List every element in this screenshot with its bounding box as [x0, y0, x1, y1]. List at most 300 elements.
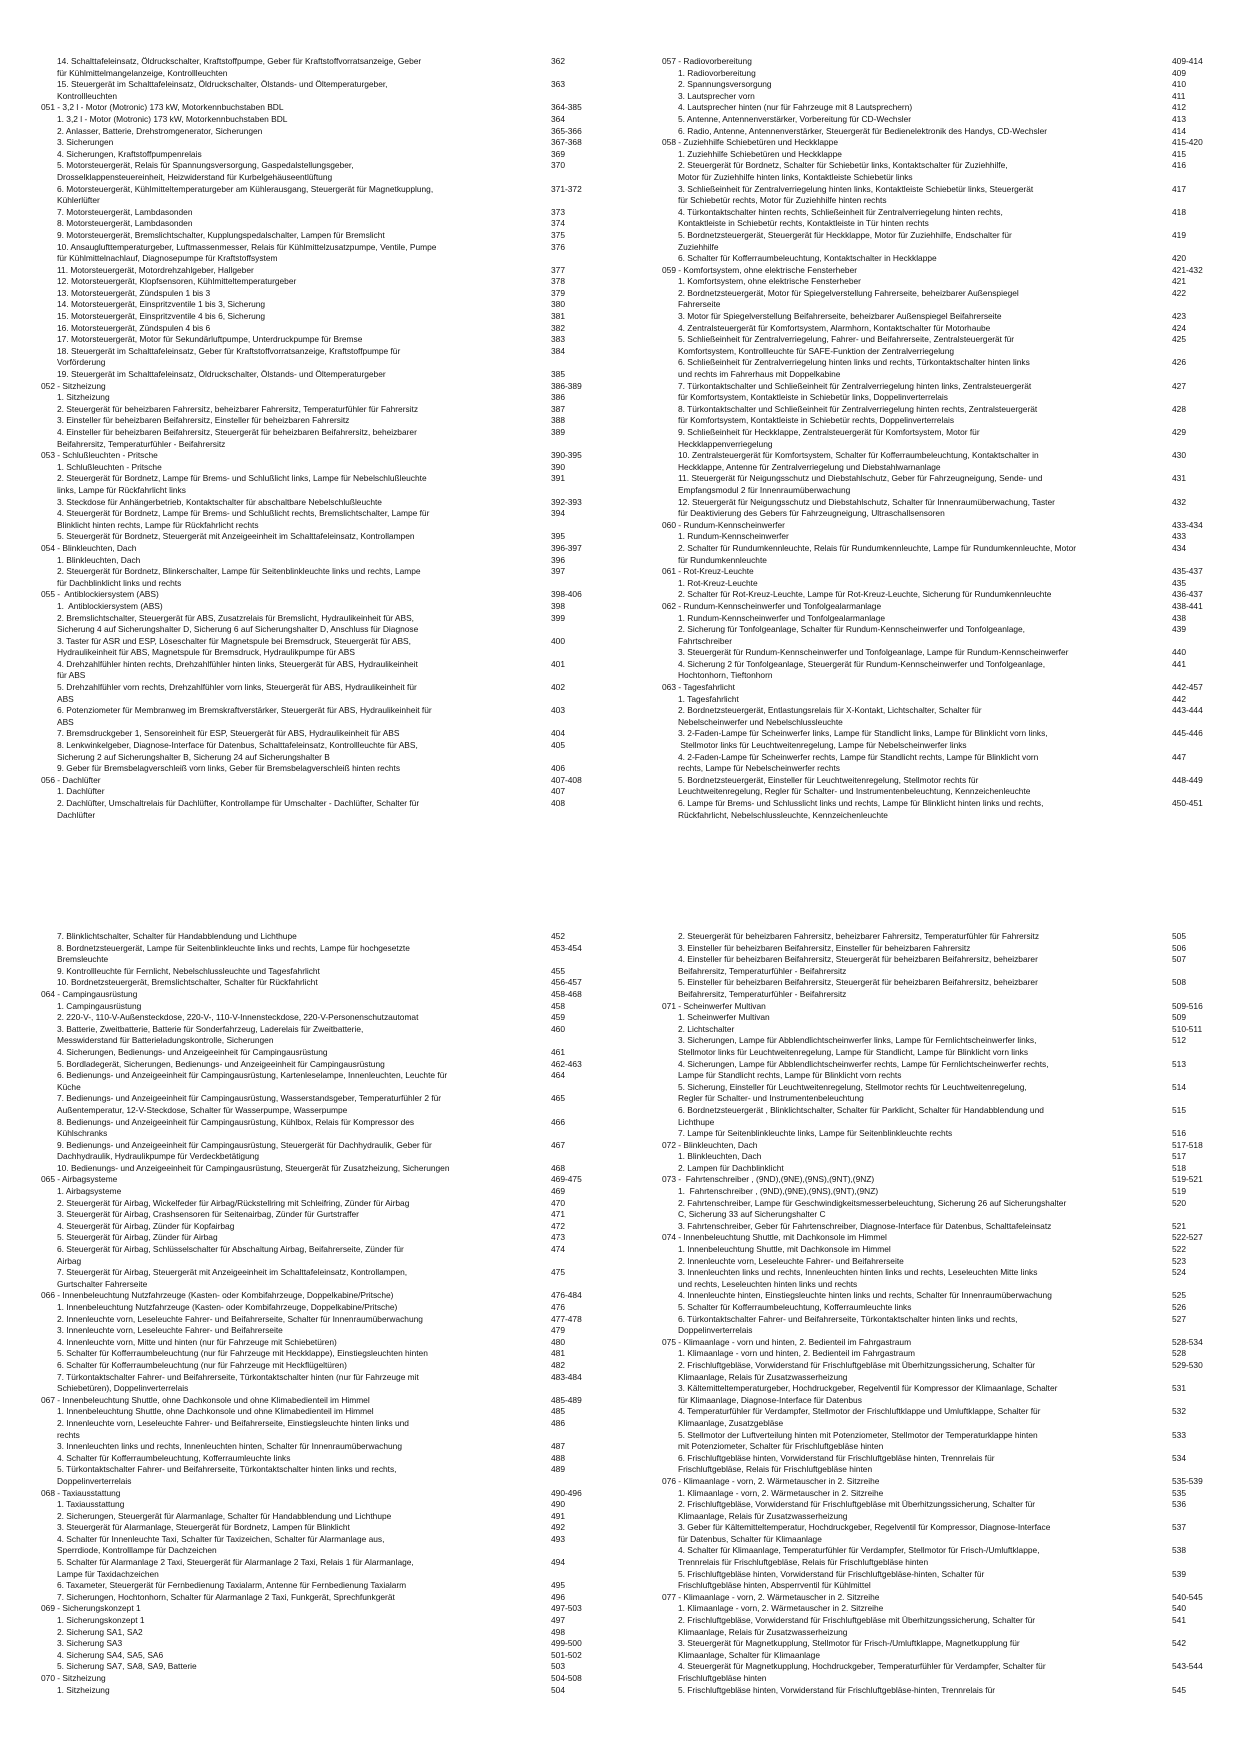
- toc-entry-title: 4. Einsteller für beheizbaren Beifahrersitz, Steuergerät für beheizbaren Beifahrersitz, beheizbarer Beifahrersitz, Temperaturfühler - Beifahrersitz: [678, 954, 1038, 976]
- toc-page-number: 522-527: [1172, 1232, 1203, 1243]
- toc-page-number: 498: [551, 1626, 565, 1637]
- toc-entry-title: 053 - Schlußleuchten - Pritsche: [41, 450, 158, 461]
- toc-entry-title: 5. Frischluftgebläse hinten, Vorwiderstand für Frischluftgebläse-hinten, Trennrelais für: [678, 1684, 996, 1695]
- toc-page-number: 433-434: [1172, 519, 1203, 530]
- toc-entry-row: [662, 450, 1240, 473]
- toc-entry-row: [41, 1557, 621, 1580]
- toc-entry-row: [41, 1685, 621, 1697]
- toc-page-number: 402: [551, 682, 565, 693]
- toc-page-number: 462-463: [551, 1058, 582, 1069]
- toc-entry-title: 18. Steuergerät im Schalttafeleinsatz, Geber für Kraftstoffvorratsanzeige, Kraftstoffpumpe für Vorförderung: [57, 345, 401, 368]
- toc-entry-title: 1. Sicherungskonzept 1: [57, 1615, 145, 1626]
- toc-page-number: 488: [551, 1452, 565, 1463]
- toc-page-number: 418: [1172, 206, 1186, 217]
- toc-entry-row: [662, 728, 1240, 751]
- toc-page-number: 482: [551, 1359, 565, 1370]
- toc-entry-title: 064 - Campingausrüstung: [41, 988, 138, 999]
- toc-page-number: 394: [551, 508, 565, 519]
- toc-entry-title: 051 - 3,2 l - Motor (Motronic) 173 kW, Motorkennbuchstaben BDL: [41, 102, 284, 113]
- toc-page-number: 395: [551, 531, 565, 542]
- toc-entry-row: [662, 114, 1240, 126]
- toc-page-number: 516: [1172, 1128, 1186, 1139]
- toc-section-row: [41, 1290, 621, 1302]
- toc-page-number: 414: [1172, 125, 1186, 136]
- toc-page-number: 521: [1172, 1220, 1186, 1231]
- toc-entry-title: 3. Innenleuchte vorn, Leseleuchte Fahrer- und Beifahrerseite: [57, 1325, 283, 1336]
- toc-page-number: 517-518: [1172, 1139, 1203, 1150]
- toc-section-row: [662, 1592, 1240, 1604]
- toc-entry-title: 4. Sicherungen, Bedienungs- und Anzeigeeinheit für Campingausrüstung: [57, 1046, 328, 1057]
- toc-entry-title: 2. Dachlüfter, Umschaltrelais für Dachlüfter, Kontrollampe für Umschalter - Dachlüfter, Schalter für Dachlüfter: [57, 798, 420, 820]
- toc-page-number: 485: [551, 1406, 565, 1417]
- toc-entry-title: 6. Motorsteuergerät, Kühlmitteltemperaturgeber am Kühlerausgang, Steuergerät für Magnetkupplung, Kühlerlüfter: [57, 183, 434, 206]
- toc-entry-row: [662, 1198, 1240, 1221]
- toc-page-number: 429: [1172, 427, 1186, 437]
- toc-entry-row: [41, 149, 621, 161]
- toc-entry-title: 5. Sicherung, Einsteller für Leuchtweitenregelung, Stellmotor rechts für Leuchtweitenregelung, Regler für Schalter- und Instrumentenbeleuchtung: [678, 1081, 1027, 1104]
- toc-page-number: 464: [551, 1070, 565, 1081]
- toc-entry-row: [41, 1070, 621, 1093]
- toc-page-number: 443-444: [1172, 705, 1203, 716]
- toc-entry-row: [41, 659, 621, 682]
- toc-entry-title: 17. Motorsteuergerät, Motor für Sekundärluftpumpe, Unterdruckpumpe für Bremse: [57, 334, 363, 345]
- toc-entry-title: 5. Bordnetzsteuergerät, Steuergerät für Heckklappe, Motor für Zuziehhilfe, Endschalter für Zuziehhilfe: [678, 229, 1012, 252]
- toc-entry-title: 057 - Radiovorbereitung: [662, 56, 752, 66]
- toc-entry-title: 6. Schalter für Kofferraumbeleuchtung, Kontaktschalter in Heckklappe: [678, 253, 937, 264]
- toc-page-number: 435-437: [1172, 566, 1203, 577]
- toc-entry-title: 1. Tagesfahrlicht: [678, 693, 739, 704]
- toc-entry-row: [41, 497, 621, 509]
- toc-entry-title: 065 - Airbagsysteme: [41, 1174, 118, 1185]
- toc-entry-title: 4. Einsteller für beheizbaren Beifahrersitz, Steuergerät für beheizbaren Beifahrersitz, beheizbarer Beifahrersitz, Temperaturfühler - Beifahrersitz: [57, 427, 417, 449]
- toc-entry-title: 072 - Blinkleuchten, Dach: [662, 1139, 758, 1150]
- toc-entry-title: 9. Geber für Bremsbelagverschleiß vorn links, Geber für Bremsbelagverschleiß hinten rechts: [57, 763, 401, 774]
- toc-page-number: 431: [1172, 473, 1186, 484]
- toc-page-number: 523: [1172, 1255, 1186, 1266]
- toc-entry-row: [41, 1372, 621, 1395]
- toc-entry-row: [662, 659, 1240, 682]
- toc-page-number: 541: [1172, 1615, 1186, 1626]
- toc-entry-title: 2. Sicherung für Tonfolgeanlage, Schalter für Rundum-Kennscheinwerfer und Tonfolgeanlage, Fahrtschreiber: [678, 624, 1026, 646]
- toc-entry-row: [662, 334, 1240, 357]
- toc-entry-title: 5. Türkontaktschalter Fahrer- und Beifahrerseite, Türkontaktschalter hinten links und rechts, Doppelinverterrelais: [57, 1464, 397, 1486]
- toc-entry-row: [662, 1522, 1240, 1545]
- toc-entry-title: 13. Motorsteuergerät, Zündspulen 1 bis 3: [57, 287, 211, 298]
- toc-entry-title: 4. Sicherungen, Kraftstoffpumpenrelais: [57, 148, 202, 159]
- toc-entry-row: [41, 740, 621, 763]
- toc-entry-row: [41, 1418, 621, 1441]
- toc-entry-row: [41, 1661, 621, 1673]
- toc-entry-row: [41, 763, 621, 775]
- toc-page-number: 468: [551, 1162, 565, 1173]
- toc-entry-title: 2. Bremslichtschalter, Steuergerät für ABS, Zusatzrelais für Bremslicht, Hydraulikeinheit für ABS, Sicherung 4 auf Sicherungshalter D, Sicherung 6 auf Sicherungshalter D, Anschluss für Diagnose: [57, 612, 419, 635]
- toc-entry-row: [41, 636, 621, 659]
- toc-entry-row: [662, 1082, 1240, 1105]
- toc-page-number: 506: [1172, 942, 1186, 953]
- toc-section-row: [41, 1673, 621, 1685]
- toc-entry-row: [662, 543, 1240, 566]
- toc-page-number: 387: [551, 403, 565, 414]
- toc-entry-title: 9. Kontrollleuchte für Fernlicht, Nebelschlussleuchte und Tagesfahrlicht: [57, 965, 320, 976]
- toc-page-number: 510-511: [1172, 1023, 1203, 1034]
- toc-entry-title: 3. Steuergerät für Rundum-Kennscheinwerfer und Tonfolgeanlage, Lampe für Rundum-Kennscheinwerfer: [678, 647, 1069, 658]
- toc-entry-row: [41, 137, 621, 149]
- toc-entry-row: [41, 1198, 621, 1210]
- toc-page-number: 455: [551, 965, 565, 976]
- toc-entry-row: [41, 1232, 621, 1244]
- toc-entry-row: [41, 1638, 621, 1650]
- toc-entry-title: 1. Komfortsystem, ohne elektrische Fensterheber: [678, 276, 861, 287]
- toc-page-number: 539: [1172, 1568, 1186, 1579]
- toc-page-number: 514: [1172, 1081, 1186, 1092]
- toc-entry-title: 8. Türkontaktschalter und Schließeinheit für Zentralverriegelung hinten rechts, Zentralsteuergerät für Komfortsystem, Kontaktleiste in Schiebetür rechts, Doppelinverterrelais: [678, 403, 1038, 426]
- toc-entry-row: [662, 1453, 1240, 1476]
- toc-page-number: 515: [1172, 1104, 1186, 1115]
- toc-entry-title: 2. Bordnetzsteuergerät, Motor für Spiegelverstellung Fahrerseite, beheizbarer Außenspiegel Fahrerseite: [678, 287, 1019, 310]
- toc-entry-row: [41, 369, 621, 381]
- toc-entry-title: 5. Schalter für Alarmanlage 2 Taxi, Steuergerät für Alarmanlage 2 Taxi, Relais 1 für Alarmanlage, Lampe für Taxidachzeichen: [57, 1557, 414, 1579]
- toc-entry-row: [662, 149, 1240, 161]
- toc-entry-title: 1. Taxiausstattung: [57, 1499, 125, 1510]
- toc-entry-title: 1. Klimaanlage - vorn, 2. Wärmetauscher in 2. Sitzreihe: [678, 1603, 884, 1614]
- toc-entry-row: [662, 1012, 1240, 1024]
- toc-page-number: 400: [551, 635, 565, 646]
- toc-entry-row: [662, 1348, 1240, 1360]
- toc-entry-row: [41, 508, 621, 531]
- toc-page-number: 433: [1172, 531, 1186, 542]
- toc-page-number: 427: [1172, 380, 1186, 391]
- toc-entry-row: [41, 230, 621, 242]
- toc-entry-row: [41, 601, 621, 613]
- toc-entry-title: 9. Bedienungs- und Anzeigeeinheit für Campingausrüstung, Steuergerät für Dachhydraulik, Geber für Dachhydraulik, Hydraulikpumpe für Verdeckbetätigung: [57, 1139, 432, 1162]
- toc-entry-title: 7. Lampe für Seitenblinkleuchte links, Lampe für Seitenblinkleuchte rechts: [678, 1128, 953, 1139]
- toc-page-number: 422: [1172, 287, 1186, 298]
- toc-entry-title: 071 - Scheinwerfer Multivan: [662, 1000, 766, 1011]
- toc-section-row: [662, 520, 1240, 532]
- toc-page-number: 518: [1172, 1162, 1186, 1173]
- toc-page-number: 471: [551, 1209, 565, 1220]
- toc-page-number: 419: [1172, 229, 1186, 240]
- toc-section-row: [662, 1001, 1240, 1013]
- toc-page-number: 398: [551, 600, 565, 611]
- toc-entry-title: 073 - Fahrtenschreiber , (9ND),(9NE),(9NS),(9NT),(9NZ): [662, 1174, 875, 1185]
- toc-entry-title: 14. Motorsteuergerät, Einspritzventile 1 bis 3, Sicherung: [57, 299, 266, 310]
- toc-section-row: [662, 601, 1240, 613]
- toc-entry-row: [662, 752, 1240, 775]
- toc-entry-row: [41, 1059, 621, 1071]
- toc-page-number: 535: [1172, 1487, 1186, 1498]
- toc-entry-title: 7. Sicherungen, Hochtonhorn, Schalter für Alarmanlage 2 Taxi, Funkgerät, Sprechfunkgerät: [57, 1591, 395, 1602]
- toc-page-number: 413: [1172, 113, 1186, 124]
- toc-entry-row: [41, 1012, 621, 1024]
- toc-page-number: 442-457: [1172, 682, 1203, 693]
- toc-entry-title: 5. Sicherung SA7, SA8, SA9, Batterie: [57, 1661, 197, 1672]
- toc-entry-row: [662, 1244, 1240, 1256]
- toc-page-number: 528: [1172, 1348, 1186, 1359]
- toc-entry-row: [662, 253, 1240, 265]
- toc-entry-row: [662, 1256, 1240, 1268]
- toc-page-number: 524: [1172, 1267, 1186, 1278]
- toc-entry-row: [41, 1140, 621, 1163]
- toc-page-number: 445-446: [1172, 728, 1203, 739]
- toc-section-row: [41, 1395, 621, 1407]
- toc-entry-row: [662, 1163, 1240, 1175]
- toc-entry-title: 1. Rot-Kreuz-Leuchte: [678, 577, 758, 588]
- toc-section-row: [41, 1174, 621, 1186]
- toc-entry-row: [662, 276, 1240, 288]
- toc-entry-row: [662, 1430, 1240, 1453]
- toc-entry-row: [662, 473, 1240, 496]
- toc-entry-row: [41, 114, 621, 126]
- toc-entry-title: 2. Steuergerät für beheizbaren Fahrersitz, beheizbarer Fahrersitz, Temperaturfühler für Fahrersitz: [57, 403, 419, 414]
- toc-page-number: 460: [551, 1023, 565, 1034]
- toc-entry-row: [662, 184, 1240, 207]
- toc-entry-title: 063 - Tagesfahrlicht: [662, 682, 735, 693]
- toc-entry-row: [41, 531, 621, 543]
- toc-entry-title: 5. Steuergerät für Bordnetz, Steuergerät mit Anzeigeeinheit im Schalttafeleinsatz, Kontrollampen: [57, 531, 415, 542]
- toc-page-number: 467: [551, 1139, 565, 1150]
- toc-entry-title: 3. Geber für Kältemitteltemperatur, Hochdruckgeber, Regelventil für Kompressor, Diagnose-Interface für Datenbus, Schalter für Klimaanlage: [678, 1522, 1051, 1544]
- toc-entry-title: 5. Antenne, Antennenverstärker, Vorbereitung für CD-Wechsler: [678, 113, 912, 124]
- toc-entry-title: 16. Motorsteuergerät, Zündspulen 4 bis 6: [57, 322, 211, 333]
- toc-entry-title: 4. 2-Faden-Lampe für Scheinwerfer rechts, Lampe für Standlicht rechts, Lampe für Blinklicht vorn rechts, Lampe für Nebelscheinwerfer rechts: [678, 751, 1039, 774]
- toc-section-row: [41, 543, 621, 555]
- toc-page-number: 415-420: [1172, 137, 1203, 148]
- toc-page-number: 496: [551, 1591, 565, 1602]
- toc-page-number: 425: [1172, 334, 1186, 345]
- toc-entry-title: 5. Drehzahlfühler vorn rechts, Drehzahlfühler vorn links, Steuergerät für ABS, Hydraulikeinheit für ABS: [57, 682, 417, 704]
- toc-entry-title: 3. Sicherungen, Lampe für Abblendlichtscheinwerfer links, Lampe für Fernlichtscheinwerfer links, Stellmotor links für Leuchtweitenregelung, Lampe für Standlicht, Lampe für Blinklicht vorn links: [678, 1035, 1037, 1057]
- toc-page-number: 538: [1172, 1545, 1186, 1556]
- toc-entry-row: [41, 126, 621, 138]
- toc-entry-title: 3. Batterie, Zweitbatterie, Batterie für Sonderfahrzeug, Laderelais für Zweitbatterie, Messwiderstand für Batterieladungskontrolle, Sicherungen: [57, 1023, 364, 1046]
- toc-entry-row: [41, 323, 621, 335]
- toc-entry-title: 3. Sicherungen: [57, 137, 114, 148]
- toc-entry-title: 4. Steuergerät für Magnetkupplung, Hochdruckgeber, Temperaturfühler für Verdampfer, Schalter für Frischluftgebläse hinten: [678, 1661, 1046, 1683]
- toc-entry-row: [41, 1627, 621, 1639]
- toc-page-number: 459: [551, 1012, 565, 1023]
- toc-entry-row: [41, 242, 621, 265]
- toc-entry-title: 2. Sicherung SA1, SA2: [57, 1626, 143, 1637]
- toc-page-number: 399: [551, 612, 565, 623]
- toc-entry-row: [662, 694, 1240, 706]
- toc-entry-title: 5. Schließeinheit für Zentralverriegelung, Fahrer- und Beifahrerseite, Zentralsteuergerät für Komfortsystem, Kontrollleuchte für SAFE-Funktion der Zentralverriegelung: [678, 334, 1015, 356]
- toc-page-number: 378: [551, 276, 565, 287]
- toc-entry-row: [41, 427, 621, 450]
- toc-entry-title: 2. Innenleuchte vorn, Leseleuchte Fahrer- und Beifahrerseite, Schalter für Innenraumüberwachung: [57, 1313, 423, 1324]
- toc-entry-row: [41, 1001, 621, 1013]
- toc-entry-row: [662, 1638, 1240, 1661]
- toc-section-row: [662, 56, 1240, 68]
- toc-page-number: 545: [1172, 1684, 1186, 1695]
- toc-entry-row: [662, 1186, 1240, 1198]
- toc-entry-row: [41, 404, 621, 416]
- toc-page-number: 369: [551, 148, 565, 159]
- toc-page-number: 367-368: [551, 137, 582, 148]
- toc-page-number: 512: [1172, 1035, 1186, 1046]
- toc-entry-row: [41, 1348, 621, 1360]
- toc-entry-row: [41, 392, 621, 404]
- toc-page-number: 465: [551, 1093, 565, 1104]
- toc-page-number: 375: [551, 229, 565, 240]
- toc-entry-title: 5. Bordnetzsteuergerät, Einsteller für Leuchtweitenregelung, Stellmotor rechts für Leuchtweitenregelung, Regler für Schalter- und Instrumentenbeleuchtung, Kennzeichenleuchte: [678, 774, 1031, 797]
- toc-entry-title: 2. Frischluftgebläse, Vorwiderstand für Frischluftgebläse mit Überhitzungssicherung, Schalter für Klimaanlage, Relais für Zusatzwasserheizung: [678, 1499, 1036, 1521]
- toc-section-row: [41, 1603, 621, 1615]
- toc-entry-row: [662, 1499, 1240, 1522]
- toc-page-number: 490-496: [551, 1487, 582, 1498]
- toc-entry-row: [662, 1661, 1240, 1684]
- toc-page-number: 386-389: [551, 380, 582, 391]
- toc-page-number: 447: [1172, 751, 1186, 762]
- toc-page-number: 364-385: [551, 102, 582, 113]
- toc-entry-title: 075 - Klimaanlage - vorn und hinten, 2. Bedienteil im Fahrgastraum: [662, 1336, 912, 1347]
- toc-page-number: 472: [551, 1220, 565, 1231]
- toc-page-number: 423: [1172, 311, 1186, 322]
- toc-page-number: 453-454: [551, 942, 582, 953]
- toc-page-number: 426: [1172, 357, 1186, 368]
- toc-entry-row: [662, 1383, 1240, 1406]
- toc-entry-row: [41, 555, 621, 567]
- toc-entry-title: 1. Innenbeleuchtung Nutzfahrzeuge (Kasten- oder Kombifahrzeuge, Doppelkabine/Pritsche): [57, 1302, 398, 1312]
- toc-entry-title: 15. Steuergerät im Schalttafeleinsatz, Öldruckschalter, Ölstands- und Öltemperaturgeber, Kontrollleuchten: [57, 79, 388, 101]
- toc-entry-title: 054 - Blinkleuchten, Dach: [41, 542, 137, 553]
- toc-page-number: 401: [551, 658, 565, 669]
- toc-entry-row: [41, 1047, 621, 1059]
- toc-entry-title: 3. Fahrtenschreiber, Geber für Fahrtenschreiber, Diagnose-Interface für Datenbus, Schalttafeleinsatz: [678, 1220, 1052, 1231]
- toc-entry-row: [41, 1325, 621, 1337]
- toc-entry-title: 7. Türkontaktschalter Fahrer- und Beifahrerseite, Türkontaktschalter hinten (nur für Fahrzeuge mit Schiebetüren), Doppelinverterrelais: [57, 1371, 419, 1394]
- toc-entry-row: [41, 1406, 621, 1418]
- toc-page-number: 469: [551, 1186, 565, 1197]
- toc-entry-title: 3. Einsteller für beheizbaren Beifahrersitz, Einsteller für beheizbaren Fahrersitz: [678, 942, 971, 953]
- toc-page-number: 504-508: [551, 1673, 582, 1683]
- toc-entry-title: 1. Rundum-Kennscheinwerfer und Tonfolgealarmanlage: [678, 612, 886, 623]
- toc-entry-title: 5. Stellmotor der Luftverteilung hinten mit Potenziometer, Stellmotor der Temperaturklappe hinten mit Potenziometer, Schalter für Frischluftgebläse hinten: [678, 1429, 1038, 1452]
- toc-entry-title: 6. Radio, Antenne, Antennenverstärker, Steuergerät für Bedienelektronik des Handys, CD-Wechsler: [678, 125, 1048, 136]
- toc-entry-row: [41, 1314, 621, 1326]
- toc-page-number: 390: [551, 461, 565, 472]
- toc-entry-row: [41, 79, 621, 102]
- toc-page-number: 490: [551, 1499, 565, 1510]
- toc-entry-title: 056 - Dachlüfter: [41, 774, 101, 785]
- toc-page-number: 540-545: [1172, 1591, 1203, 1602]
- toc-entry-row: [41, 966, 621, 978]
- toc-entry-title: 1. Airbagsysteme: [57, 1186, 122, 1197]
- toc-page-number: 504: [551, 1684, 565, 1695]
- toc-page-number: 520: [1172, 1197, 1186, 1208]
- toc-entry-title: 2. Schalter für Rundumkennleuchte, Relais für Rundumkennleuchte, Lampe für Rundumkennleuchte, Motor für Rundumkennleuchte: [678, 542, 1077, 565]
- toc-page-number: 522: [1172, 1244, 1186, 1255]
- toc-entry-title: 1. Sitzheizung: [57, 1684, 110, 1695]
- toc-entry-row: [41, 1464, 621, 1487]
- toc-page-number: 456-457: [551, 977, 582, 988]
- toc-entry-row: [662, 288, 1240, 311]
- toc-entry-row: [662, 1603, 1240, 1615]
- toc-page-number: 432: [1172, 496, 1186, 507]
- toc-page-number: 379: [551, 287, 565, 298]
- toc-entry-row: [662, 311, 1240, 323]
- toc-entry-row: [41, 1186, 621, 1198]
- toc-page-number: 404: [551, 728, 565, 739]
- toc-entry-title: 077 - Klimaanlage - vorn, 2. Wärmetauscher in 2. Sitzreihe: [662, 1591, 880, 1602]
- toc-entry-row: [41, 265, 621, 277]
- toc-page-number: 528-534: [1172, 1336, 1203, 1347]
- toc-section-row: [41, 775, 621, 787]
- toc-entry-row: [41, 1522, 621, 1534]
- toc-page-number: 536: [1172, 1499, 1186, 1510]
- toc-entry-title: 6. Potenziometer für Membranweg im Bremskraftverstärker, Steuergerät für ABS, Hydraulikeinheit für ABS: [57, 705, 432, 727]
- toc-entry-title: 6. Lampe für Brems- und Schlusslicht links und rechts, Lampe für Blinklicht hinten links und rechts, Rückfahrlicht, Nebelschlussleuchte, Kennzeichenleuchte: [678, 798, 1044, 820]
- toc-section-row: [41, 1488, 621, 1500]
- toc-entry-title: 3. Innenleuchten links und rechts, Innenleuchten hinten links und rechts, Leseleuchten Mitte links und rechts, Leseleuchten hinten links und rechts: [678, 1267, 1038, 1289]
- toc-entry-title: 058 - Zuziehhilfe Schiebetüren und Heckklappe: [662, 137, 838, 148]
- toc-entry-row: [662, 943, 1240, 955]
- toc-page-number: 370: [551, 160, 565, 171]
- toc-page-number: 492: [551, 1522, 565, 1533]
- toc-entry-row: [41, 1117, 621, 1140]
- toc-entry-row: [41, 977, 621, 989]
- toc-entry-row: [662, 531, 1240, 543]
- toc-entry-title: 8. Lenkwinkelgeber, Diagnose-Interface für Datenbus, Schalttafeleinsatz, Kontrollleuchte für ABS, Sicherung 2 auf Sicherungshalter B, Sicherung 24 auf Sicherungshalter B: [57, 740, 418, 762]
- toc-page-number: 430: [1172, 450, 1186, 461]
- toc-entry-title: 2. Steuergerät für Airbag, Wickelfeder für Airbag/Rückstellring mit Schleifring, Zünder für Airbag: [57, 1197, 410, 1208]
- toc-entry-title: 2. Schalter für Rot-Kreuz-Leuchte, Lampe für Rot-Kreuz-Leuchte, Sicherung für Rundumkennleuchte: [678, 589, 1052, 600]
- toc-page-number: 527: [1172, 1313, 1186, 1324]
- toc-section-row: [662, 265, 1240, 277]
- toc-entry-title: 4. Sicherung SA4, SA5, SA6: [57, 1649, 164, 1660]
- toc-entry-row: [41, 1453, 621, 1465]
- toc-section-row: [662, 1174, 1240, 1186]
- toc-entry-row: [662, 1128, 1240, 1140]
- toc-entry-row: [41, 56, 621, 79]
- toc-page-number: 417: [1172, 183, 1186, 194]
- toc-page-number: 420: [1172, 253, 1186, 264]
- toc-entry-title: 5. Frischluftgebläse hinten, Vorwiderstand für Frischluftgebläse-hinten, Schalter für Frischluftgebläse hinten, Absperrventil für Kühlmittel: [678, 1568, 985, 1591]
- toc-column-right: [662, 56, 1240, 821]
- toc-page-number: 442: [1172, 693, 1186, 704]
- toc-entry-title: 10. Ansauglufttemperaturgeber, Luftmassenmesser, Relais für Kühlmittelzusatzpumpe, Ventile, Pumpe für Kühlmittelnachlauf, Diagnosepumpe für Kraftstoffsystem: [57, 241, 437, 264]
- toc-entry-title: 4. Schalter für Klimaanlage, Temperaturfühler für Verdampfer, Stellmotor für Frisch-/Umluftklappe, Trennrelais für Frischluftgebläse, Relais für Frischluftgebläse hinten: [678, 1545, 1040, 1568]
- toc-page-number: 493: [551, 1533, 565, 1544]
- toc-entry-row: [41, 207, 621, 219]
- toc-entry-title: 14. Schalttafeleinsatz, Öldruckschalter, Kraftstoffpumpe, Geber für Kraftstoffvorratsanzeige, Geber für Kühlmittelmangelanzeige, Kontrollleuchten: [57, 56, 422, 78]
- toc-entry-title: 7. Bedienungs- und Anzeigeeinheit für Campingausrüstung, Wasserstandsgeber, Temperaturfühler 2 für Außentemperatur, 12-V-Steckdose, Schalter für Wasserpumpe, Wasserpumpe: [57, 1093, 442, 1115]
- toc-page-number: 535-539: [1172, 1475, 1203, 1486]
- toc-page-number: 487: [551, 1441, 565, 1452]
- toc-entry-row: [662, 1267, 1240, 1290]
- toc-entry-row: [41, 334, 621, 346]
- toc-entry-row: [662, 775, 1240, 798]
- toc-page-number: 481: [551, 1348, 565, 1359]
- toc-entry-title: 5. Bordladegerät, Sicherungen, Bedienungs- und Anzeigeeinheit für Campingausrüstung: [57, 1058, 385, 1069]
- toc-entry-row: [41, 1534, 621, 1557]
- toc-entry-title: 7. Motorsteuergerät, Lambdasonden: [57, 206, 193, 217]
- toc-page-number: 508: [1172, 977, 1186, 988]
- toc-entry-title: 1. Schlußleuchten - Pritsche: [57, 461, 162, 472]
- toc-entry-row: [41, 184, 621, 207]
- toc-entry-title: 070 - Sitzheizung: [41, 1673, 106, 1683]
- toc-entry-title: 059 - Komfortsystem, ohne elektrische Fensterheber: [662, 264, 858, 275]
- toc-entry-title: 2. Sicherungen, Steuergerät für Alarmanlage, Schalter für Handabblendung und Lichthupe: [57, 1510, 392, 1521]
- toc-entry-title: 9. Schließeinheit für Heckklappe, Zentralsteuergerät für Komfortsystem, Motor für Heckklappenverriegelung: [678, 427, 980, 449]
- toc-page-number: 391: [551, 473, 565, 484]
- toc-entry-title: 067 - Innenbeleuchtung Shuttle, ohne Dachkonsole und ohne Klimabedienteil im Himmel: [41, 1394, 370, 1405]
- toc-entry-row: [662, 1024, 1240, 1036]
- toc-entry-row: [662, 207, 1240, 230]
- toc-page-number: 542: [1172, 1638, 1186, 1649]
- toc-entry-title: 061 - Rot-Kreuz-Leuchte: [662, 566, 754, 577]
- toc-entry-title: 5. Steuergerät für Airbag, Zünder für Airbag: [57, 1232, 218, 1243]
